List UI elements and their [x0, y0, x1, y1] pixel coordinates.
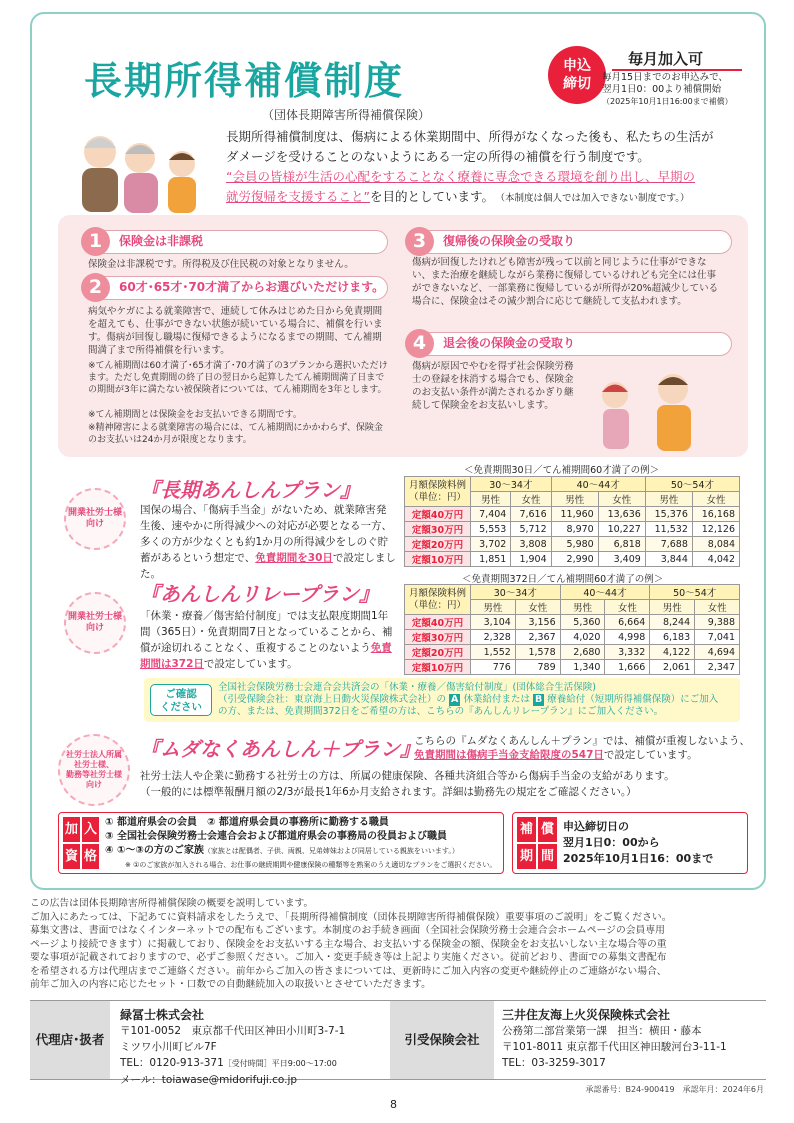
table2-cell: 2,061: [650, 660, 695, 675]
table1-cell: 7,404: [471, 507, 511, 522]
confirm-line3: の方、または、免責期間372日をご希望の方は、こちらの『あんしんリレープラン』にご加入ください。: [218, 706, 664, 717]
table2-col0-label: 月額保険料例: [409, 587, 467, 599]
confirm-box: [144, 678, 740, 722]
page-number: 8: [390, 1098, 397, 1111]
family-illustration: [70, 120, 210, 215]
table2-age-header-3: 50～54才: [650, 585, 740, 600]
table2-cell: 1,578: [515, 645, 560, 660]
agent-info: [120, 1007, 345, 1088]
footer-note-line7: 前年ご加入の内容に応じたセット・口数での自動継続加入の取扱いとさせていただきます。: [30, 979, 431, 990]
table2-cell: 3,104: [471, 615, 516, 630]
footer-note-line4: ページより接続できます）に掲載しており、保険金をお支払いする主な場合、お支払いする保険金の額、保険金をお支払いしない主な場合等の重: [30, 938, 667, 950]
intro-line1: 長期所得補償制度は、傷病による休業期間中、所得がなくなった後も、私たちの生活が: [226, 129, 714, 144]
feature-3-number: 3: [405, 227, 434, 256]
premium-table-1: [404, 476, 740, 567]
table2-age-header-1: 30～34才: [471, 585, 561, 600]
agent-label: 代理店･扱者: [30, 1001, 110, 1079]
plan1-badge-line2: 向け: [85, 519, 104, 529]
insurer-label: 引受保険会社: [390, 1001, 494, 1079]
feature-1-title: 保険金は非課税: [119, 234, 204, 248]
insurer-info: [502, 1007, 727, 1071]
confirm-label-line2: ください: [160, 701, 202, 713]
footer-note-line1: この広告は団体長期障害所得補償保険の概要を説明しています。: [30, 898, 314, 909]
confirm-line2a: （引受保険会社：東京海上日動火災保険株式会社）の: [218, 694, 447, 705]
eligibility-label-char4: 格: [82, 844, 99, 869]
confirm-label-line1: ご確認: [165, 688, 197, 700]
eligibility-label-char3: 資: [63, 844, 80, 869]
coverage-period-label: [517, 817, 557, 869]
table1-cell: 16,168: [692, 507, 739, 522]
confirm-label: [150, 684, 212, 716]
table1-row: [405, 507, 740, 522]
table1-col0-header: [405, 477, 471, 507]
plan1-text: [140, 502, 396, 582]
table1-cell: 6,818: [598, 537, 645, 552]
feature-1-number: 1: [81, 227, 110, 256]
table2-cell: 2,367: [515, 630, 560, 645]
table2-row: [405, 615, 740, 630]
agent-address2: ミツワ小川町ビル7F: [120, 1041, 217, 1053]
table1-caption: ＜免責期間30日／てん補期間60才満了の例＞: [464, 465, 660, 476]
table1-cell: 8,970: [551, 522, 598, 537]
table1-cell: 13,636: [598, 507, 645, 522]
coverage-period-box: [512, 812, 748, 874]
deadline-desc-line2: 翌月1日0：00より補償開始: [602, 84, 722, 95]
table2-cell: 2,328: [471, 630, 516, 645]
table1-age-header-3: 50～54才: [645, 477, 739, 492]
table2-row-label: 定額10万円: [405, 660, 471, 675]
table1-cell: 10,227: [598, 522, 645, 537]
table1-female-header-2: 女性: [598, 492, 645, 507]
table2-row-label: 定額20万円: [405, 645, 471, 660]
table1-row-label: 定額30万円: [405, 522, 471, 537]
plan1-title: 『長期あんしんプラン』: [140, 478, 360, 502]
insurer-tel[interactable]: TEL：03-3259-3017: [502, 1057, 606, 1069]
agent-tel[interactable]: TEL：0120-913-371: [120, 1057, 224, 1069]
table1-cell: 3,844: [645, 552, 692, 567]
plan3-badge-line1: 社労士法人所属: [66, 750, 122, 759]
table2-cell: 1,666: [605, 660, 650, 675]
plan3-text1: 社労士法人や企業に勤務する社労士の方は、所属の健康保険、各種共済組合等から傷病手当金の支給があります。: [140, 770, 675, 782]
table2-age-header-2: 40～44才: [560, 585, 650, 600]
couple-illustration: [585, 365, 705, 453]
table2-cell: 3,332: [605, 645, 650, 660]
intro-line3: を目的としています。: [369, 189, 488, 204]
table1-cell: 3,702: [471, 537, 511, 552]
table2-row: [405, 630, 740, 645]
table1-cell: 11,532: [645, 522, 692, 537]
feature-2-heading: [88, 276, 388, 300]
page-title: 長期所得補償制度: [84, 59, 405, 103]
table1-row-label: 定額10万円: [405, 552, 471, 567]
plan3-side-text: [414, 734, 754, 762]
table1-row-label: 定額20万円: [405, 537, 471, 552]
eligibility-item1: ① 都道府県会の会員 ② 都道府県会員の事務所に勤務する職員: [105, 817, 389, 828]
feature-2-title: 60才･65才･70才満了からお選びいただけます。: [119, 280, 385, 294]
plan2-highlight: 免責期間は372日: [140, 642, 392, 670]
table1-age-header-1: 30～34才: [471, 477, 552, 492]
table1-male-header-2: 男性: [551, 492, 598, 507]
table1-col0-label: 月額保険料例: [409, 479, 467, 491]
table2-cell: 3,156: [515, 615, 560, 630]
period-label-char1: 補: [517, 817, 536, 842]
feature-4-text: 傷病が原因でやむを得ず社会保険労務士の登録を抹消する場合でも、保険金のお支払い条件が満たされるかぎり継続して保険金をお支払いします。: [412, 361, 574, 411]
plan3-title: 『ムダなくあんしん＋プラン』: [140, 737, 420, 761]
eligibility-item3-note: （家族とは配偶者、子供、両親、兄弟姉妹および同居している親族をいいます。）: [203, 847, 459, 855]
plan3-text: [140, 768, 750, 800]
feature-2-number: 2: [81, 273, 110, 302]
table1-row: [405, 552, 740, 567]
table1-cell: 5,712: [511, 522, 551, 537]
table2-cell: 5,360: [560, 615, 605, 630]
period-label-char2: 償: [538, 817, 557, 842]
confirm-text: [218, 682, 738, 718]
table1-col0-unit: （単位：円）: [409, 491, 467, 503]
feature-3-text: 傷病が回復したけれども障害が残って以前と同じように仕事ができない、また治療を継続しながら業務に復帰しているけれども完全には仕事ができないなど、一部業務に復帰しているが所得が20%超減少している場合に、保険金はその減少割合に応じて継続して支払われます。: [412, 257, 719, 307]
table2-male-header-2: 男性: [560, 600, 605, 615]
plan3-badge-line2: 社労士様、: [74, 760, 114, 769]
table1-age-header-2: 40～44才: [551, 477, 645, 492]
plan3-side1: こちらの『ムダなくあんしん＋プラン』では、補償が重複しないよう、: [414, 735, 750, 747]
table1-cell: 3,808: [511, 537, 551, 552]
footer-note-line5: 要な事項が記載されておりますので、必ずご参照ください。ご加入・変更手続き等は上記より実施ください。従前どおり、書面での募集文書配布: [30, 952, 667, 963]
insurer-dept: 公務第二部営業第一課 担当：横田・藤本: [502, 1025, 702, 1037]
table1-female-header-1: 女性: [511, 492, 551, 507]
coverage-period-text: [563, 819, 713, 867]
feature-3-heading: [412, 230, 732, 254]
table1-cell: 12,126: [692, 522, 739, 537]
table1-cell: 11,960: [551, 507, 598, 522]
table1-male-header-1: 男性: [471, 492, 511, 507]
plan1-badge-line1: 開業社労士様: [67, 508, 122, 518]
table1-row: [405, 522, 740, 537]
table2-cell: 789: [515, 660, 560, 675]
plan2-title: 『あんしんリレープラン』: [140, 582, 379, 606]
insurer-company: 三井住友海上火災保険株式会社: [502, 1008, 671, 1022]
eligibility-label-char2: 入: [82, 817, 99, 842]
feature-1-heading: [88, 230, 388, 254]
premium-table-2: [404, 584, 740, 675]
period-label-char3: 期: [517, 844, 536, 869]
table1-row-label: 定額40万円: [405, 507, 471, 522]
eligibility-items: [105, 816, 501, 872]
plan2-text: [140, 608, 396, 672]
plan2-target-badge: [64, 592, 126, 654]
monthly-label: 毎月加入可: [612, 48, 742, 71]
table2-row: [405, 645, 740, 660]
table2-caption: ＜免責期間372日／てん補期間60才満了の例＞: [462, 574, 664, 585]
table1-male-header-3: 男性: [645, 492, 692, 507]
table2-cell: 1,552: [471, 645, 516, 660]
table2-row-label: 定額40万円: [405, 615, 471, 630]
table2-female-header-1: 女性: [515, 600, 560, 615]
table2-male-header-3: 男性: [650, 600, 695, 615]
table2-female-header-2: 女性: [605, 600, 650, 615]
plan3-badge-line3: 勤務等社労士様: [66, 770, 122, 779]
plan3-target-badge: [58, 734, 130, 806]
agent-company: 緑冨士株式会社: [120, 1008, 205, 1022]
plan3-text2: （一般的には標準報酬月額の2/3が最長1年6か月支給されます。詳細は勤務先の規定をご確認ください。）: [140, 786, 637, 798]
feature-2-note2: ※てん補期間とは保険金をお支払いできる期間です。: [88, 410, 302, 420]
period-label-char4: 間: [538, 844, 557, 869]
intro-note: （本制度は個人では加入できない制度です。）: [500, 193, 690, 204]
table2-cell: 9,388: [695, 615, 740, 630]
footer-note-line6: を希望される方は代理店までご連絡ください。前年からご加入の皆さまについては、更新時にご加入内容の変更や継続停止のご連絡がない場合、: [30, 965, 667, 977]
footer-note-line2: ご加入にあたっては、下記あてに資料請求をしたうえで、「長期所得補償制度（団体長期障害所得補償保険）重要事項のご説明」をご覧ください。: [30, 911, 672, 923]
feature-1-text: 保険金は非課税です。所得税及び住民税の対象となりません。: [88, 259, 354, 270]
intro-line2: ダメージを受けることのないようにある一定の所得の補償を行う制度です。: [226, 149, 650, 164]
table1-cell: 5,980: [551, 537, 598, 552]
agent-tel-hours: ［受付時間］平日9:00～17:00: [223, 1059, 337, 1068]
deadline-badge-line2: 締切: [563, 76, 591, 92]
deadline-desc-note: （2025年10月1日16:00まで補償）: [602, 97, 733, 106]
table2-cell: 4,020: [560, 630, 605, 645]
benefit-b-marker: B: [534, 694, 543, 705]
plan1-highlight: 免責期間を30日: [255, 552, 333, 564]
confirm-line1: 全国社会保険労務士会連合会共済会の「休業・療養／傷害給付制度」(団体総合生活保険): [218, 682, 596, 693]
confirm-line2b: 休業給付または: [463, 694, 530, 705]
intro-quote2: 就労復帰を支援すること”: [226, 189, 370, 204]
table1-cell: 8,084: [692, 537, 739, 552]
table1-cell: 2,990: [551, 552, 598, 567]
eligibility-note: ※ ①のご家族が加入される場合、お仕事の継続期間や健康保険の種類等を熟案のうえ適切なプランをご選択ください。: [125, 861, 497, 869]
table2-cell: 4,122: [650, 645, 695, 660]
plan1-text-body: 国保の場合、「傷病手当金」がないため、就業障害発生後、速やかに所得減少への対応が必要となる一方、多くの方が少なくとも約1か月の所得減少をしのぐ貯蓄があるという想定で、: [140, 504, 392, 564]
eligibility-label: [63, 817, 99, 869]
table1-female-header-3: 女性: [692, 492, 739, 507]
table1-cell: 3,409: [598, 552, 645, 567]
plan3-side2: で設定しています。: [603, 749, 698, 761]
agent-email[interactable]: メール：toiawase@midorifuji.co.jp: [120, 1074, 298, 1086]
eligibility-box: [58, 812, 504, 874]
deadline-desc-line1: 毎月15日までのお申込みで、: [602, 72, 728, 83]
plan3-side-highlight: 免責期間は傷病手当金支給限度の547日: [414, 749, 604, 761]
page-subtitle: （団体長期障害所得補償保険）: [262, 108, 431, 122]
eligibility-item2: ③ 全国社会保険労務士会連合会および都道府県会の事務局の役員および職員: [105, 831, 447, 842]
feature-2-note3: ※精神障害による就業障害の場合には、てん補期間にかかわらず、保険金のお支払いは24か月が限度となります。: [88, 423, 383, 445]
approval-number: 承認番号：B24-900419 承認年月：2024年6月: [585, 1085, 764, 1094]
table2-cell: 7,041: [695, 630, 740, 645]
table2-cell: 776: [471, 660, 516, 675]
benefit-a-marker: A: [451, 694, 459, 705]
period-line1: 申込締切日の: [563, 820, 629, 833]
plan1-text-end: で設定しました。: [140, 552, 396, 580]
table2-col0-header: [405, 585, 471, 615]
table2-cell: 2,680: [560, 645, 605, 660]
plan3-badge-line4: 向け: [86, 780, 102, 789]
deadline-description: [602, 72, 762, 108]
period-line3: 2025年10月1日16：00まで: [563, 852, 714, 865]
deadline-badge-line1: 申込: [563, 58, 591, 74]
table1-cell: 7,616: [511, 507, 551, 522]
plan2-badge-line1: 開業社労士様: [67, 612, 122, 622]
insurer-address: 〒101-8011 東京都千代田区神田駿河台3-11-1: [502, 1041, 727, 1053]
table2-cell: 8,244: [650, 615, 695, 630]
feature-2-note1: ※てん補期間は60才満了･65才満了･70才満了の3プランから選択いただけます。ただし免責期間の終了日の翌日から起算したてん補期間満了日までの期間が3年に満たない被保険者については、てん補期間を3年とします。: [88, 361, 388, 395]
table1-cell: 1,904: [511, 552, 551, 567]
table2-cell: 2,347: [695, 660, 740, 675]
footer-note-line3: 募集文書は、書面ではなくインターネットでの配布もございます。本制度のお手続き画面（全国社会保険労務士会連合会ホームページの会員専用: [30, 925, 665, 936]
table2-col0-unit: （単位：円）: [409, 599, 467, 611]
agent-address1: 〒101-0052 東京都千代田区神田小川町3-7-1: [120, 1025, 346, 1037]
table2-cell: 4,694: [695, 645, 740, 660]
feature-4-number: 4: [405, 329, 434, 358]
table2-cell: 6,664: [605, 615, 650, 630]
intro-text: [226, 127, 756, 209]
feature-4-heading: [412, 332, 732, 356]
eligibility-label-char1: 加: [63, 817, 80, 842]
confirm-line2c: 療養給付（短期所得補償保険）にご加入: [547, 694, 719, 705]
footer-notes: [30, 897, 766, 992]
table1-row: [405, 537, 740, 552]
table2-cell: 4,998: [605, 630, 650, 645]
table1-cell: 15,376: [645, 507, 692, 522]
table1-cell: 7,688: [645, 537, 692, 552]
plan1-target-badge: [64, 488, 126, 550]
plan2-badge-line2: 向け: [85, 623, 104, 633]
feature-2-text: 病気やケガによる就業障害で、連続して休みはじめた日から免責期間を超えても、仕事ができない状態が続いている場合に、補償を行います。傷病が回復し職場に復帰できるようになるまでの期間、てん補期間満了まで所得補償を行います。: [88, 306, 383, 356]
table2-male-header-1: 男性: [471, 600, 516, 615]
plan2-text-end: で設定しています。: [203, 658, 298, 670]
period-line2: 翌月1日0：00から: [563, 836, 660, 849]
table2-female-header-3: 女性: [695, 600, 740, 615]
plan2-text-body: 「休業・療養／傷害給付制度」では支払限度期間1年間（365日）・免責期間7日となっていることから、補償が途切れることなく、重複することのないよう: [140, 610, 393, 654]
table2-cell: 6,183: [650, 630, 695, 645]
feature-3-title: 復帰後の保険金の受取り: [443, 234, 576, 248]
table1-cell: 4,042: [692, 552, 739, 567]
table2-row-label: 定額30万円: [405, 630, 471, 645]
table1-cell: 1,851: [471, 552, 511, 567]
table2-row: [405, 660, 740, 675]
feature-4-title: 退会後の保険金の受取り: [443, 336, 576, 350]
deadline-badge: [548, 46, 606, 104]
table1-cell: 5,553: [471, 522, 511, 537]
eligibility-item3: ④ ①～③の方のご家族: [105, 845, 204, 856]
intro-quote1: “会員の皆様が生活の心配をすることなく療養に専念できる環境を創り出し、早期の: [226, 169, 695, 184]
contact-box: [30, 1000, 766, 1086]
table2-cell: 1,340: [560, 660, 605, 675]
